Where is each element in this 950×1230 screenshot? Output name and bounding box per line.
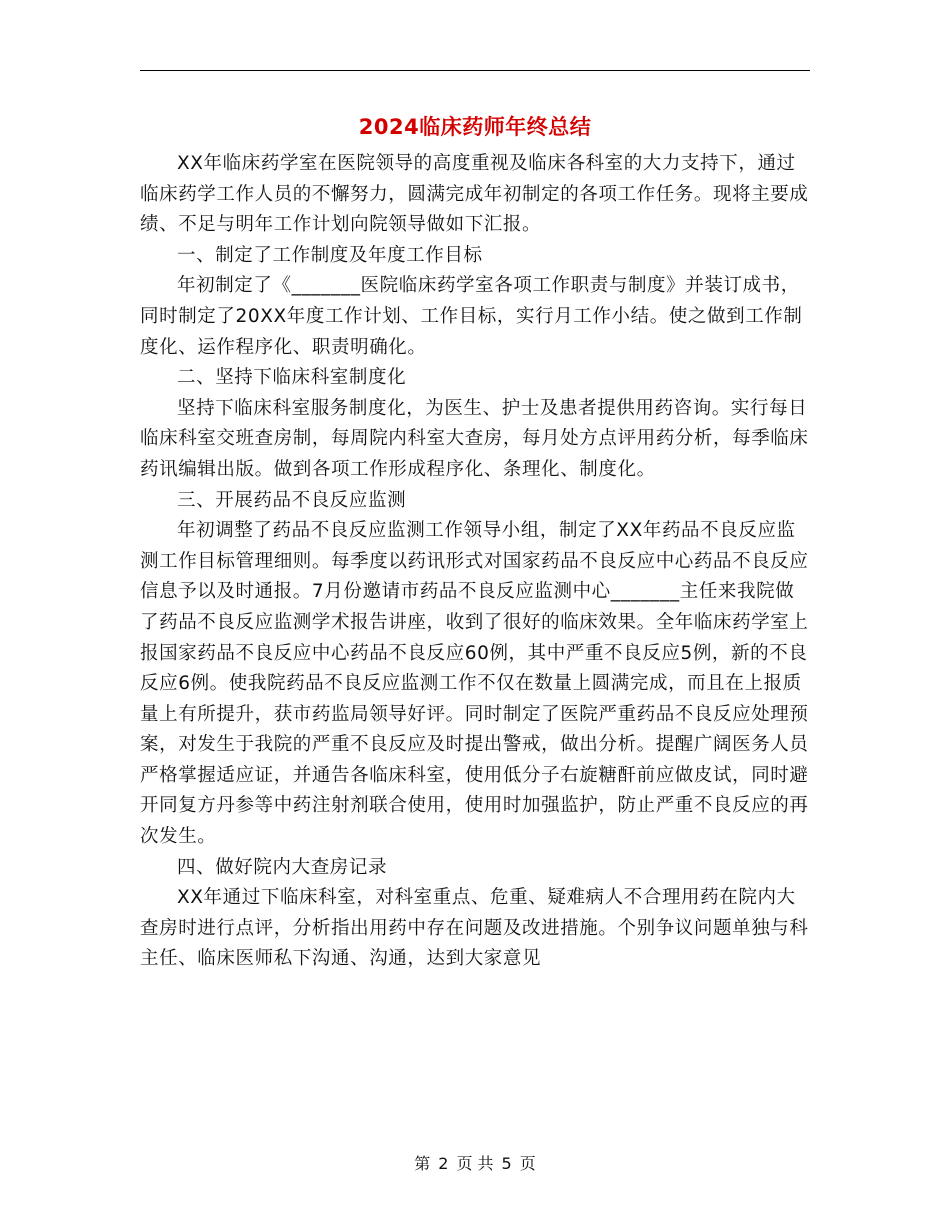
paragraph-section-1: 年初制定了《_______医院临床药学室各项工作职责与制度》并装订成书，同时制定了20XX年度工作计划、工作目标，实行月工作小结。使之做到工作制度化、运作程序化、职责明确化。 [140, 275, 803, 358]
footer-total-pages: 5 [501, 1154, 512, 1173]
footer-prefix: 第 [414, 1154, 431, 1173]
section-heading-2: 二、坚持下临床科室制度化 [177, 367, 407, 389]
footer-suffix: 页 [519, 1154, 536, 1173]
paragraph-section-4: XX年通过下临床科室，对科室重点、危重、疑难病人不合理用药在院内大查房时进行点评，分析指出用药中存在问题及改进措施。个别争议问题单独与科主任、临床医师私下沟通、沟通，达到大家意见 [140, 887, 809, 970]
paragraph-section-2: 坚持下临床科室服务制度化，为医生、护士及患者提供用药咨询。实行每日临床科室交班查房制，每周院内科室大查房，每月处方点评用药分析，每季临床药讯编辑出版。做到各项工作形成程序化、条理化、制度化。 [140, 397, 809, 480]
footer-page-number: 2 [438, 1154, 449, 1173]
page-footer [0, 1152, 950, 1176]
section-heading-4: 四、做好院内大查房记录 [177, 856, 388, 878]
paragraph-section-3: 年初调整了药品不良反应监测工作领导小组，制定了XX年药品不良反应监测工作目标管理细则。每季度以药讯形式对国家药品不良反应中心药品不良反应信息予以及时通报。7月份邀请市药品不良反应监测中心_______主任来我院做了药品不良反应监测学术报告讲座，收到了很好的临床效果。全年临床药学室上报国家药品不良反应中心药品不良反应60例，其中严重不良反应5例，新的不良反应6例。使我院药品不良反应监测工作不仅在数量上圆满完成，而且在上报质量上有所提升，获市药监局领导好评。同时制定了医院严重药品不良反应处理预案，对发生于我院的严重不良反应及时提出警戒，做出分析。提醒广阔医务人员严格掌握适应证，并通告各临床科室，使用低分子右旋糖酐前应做皮试，同时避开同复方丹参等中药注射剂联合使用，使用时加强监护，防止严重不良反应的再次发生。 [140, 520, 809, 848]
section-heading-3: 三、开展药品不良反应监测 [177, 489, 407, 511]
paragraph-intro: XX年临床药学室在医院领导的高度重视及临床各科室的大力支持下，通过临床药学工作人员的不懈努力，圆满完成年初制定的各项工作任务。现将主要成绩、不足与明年工作计划向院领导做如下汇报。 [140, 153, 809, 236]
footer-middle: 页 共 [456, 1154, 494, 1173]
header-rule [140, 70, 810, 71]
document-body [140, 149, 810, 975]
section-heading-1: 一、制定了工作制度及年度工作目标 [177, 244, 483, 266]
document-title: 2024临床药师年终总结 [358, 115, 592, 139]
